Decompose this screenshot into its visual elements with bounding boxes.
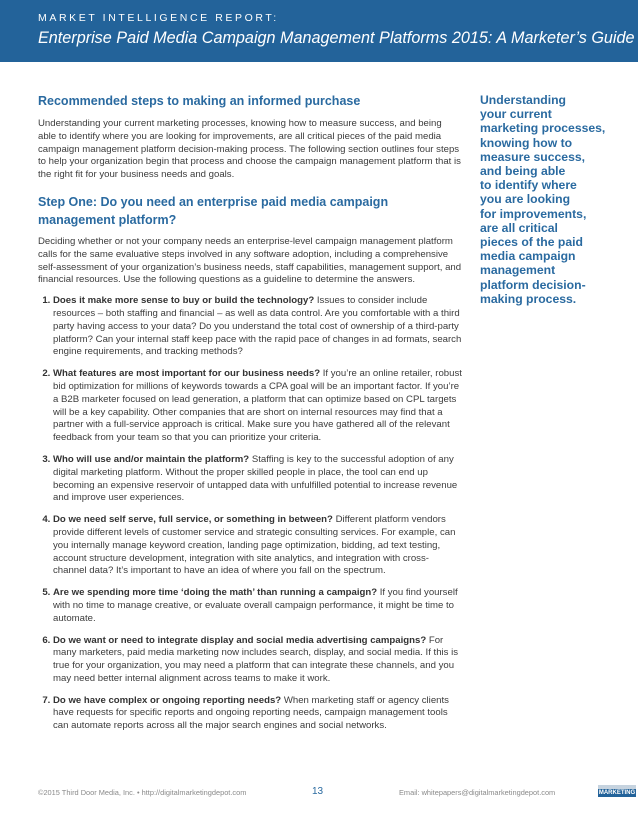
question-text: Who will use and/or maintain the platform? — [53, 453, 250, 465]
report-kicker: MARKET INTELLIGENCE REPORT: — [38, 12, 279, 24]
question-item — [53, 695, 462, 733]
section-title: Recommended steps to making an informed purchase — [38, 94, 361, 108]
report-header — [0, 0, 638, 62]
question-text: What features are most important for our business needs? — [53, 368, 321, 380]
logo-wordmark: MARKETING — [598, 790, 636, 796]
pull-quote-line: media campaign — [480, 249, 576, 264]
pull-quote-line: Understanding — [480, 93, 566, 107]
pull-quote-line: platform decision- — [480, 277, 586, 292]
pull-quote-line: are all critical — [480, 220, 558, 235]
question-item — [53, 587, 462, 625]
question-item — [53, 454, 462, 505]
question-answer: When marketing staff or agency clients have requests for specific reports and ongoing reporting needs, campaign management tools can automate reports across all the major search engines and social networks. — [53, 694, 449, 732]
digital-marketing-logo — [598, 785, 636, 797]
question-text: Do we want or need to integrate display and social media advertising campaigns? — [53, 634, 427, 646]
question-answer: If you’re an online retailer, robust bid optimization for millions of keywords towards a CPA goal will be an important factor. If you’re a B2B marketer focused on lead generation, a platform that can optimize based on CPL targets will be a key capability. Other companies that are short on internal resources may find that a partner with a full-service approach is critical. Make sure you have gathered all of the relevant feedback from your team so that you can prioritize your criteria. — [53, 368, 462, 444]
question-answer: Different platform vendors provide different levels of customer service and strategic consulting services. For example, can you internally manage keyword creation, landing page optimization, bidding, ad text testing, account structure development, integration with site analytics, and integration with cross-channel data? It’s important to have an idea of where you fall on the spectrum. — [53, 514, 456, 577]
question-item — [53, 514, 462, 578]
pull-quote-line: making process. — [480, 291, 577, 306]
pull-quote-line: to identify where — [480, 178, 577, 193]
question-item — [53, 368, 462, 445]
pull-quote-line: management — [480, 263, 556, 278]
pull-quote-line: for improvements, — [480, 206, 587, 221]
question-text: Do we need self serve, full service, or something in between? — [53, 514, 333, 526]
question-text: Do we have complex or ongoing reporting needs? — [53, 694, 282, 706]
report-title: Enterprise Paid Media Campaign Management Platforms 2015: A Marketer’s Guide — [38, 29, 635, 47]
question-answer: If you find yourself with no time to manage creative, or evaluate overall campaign performance, it might be time to automate. — [53, 587, 458, 624]
question-text: Are we spending more time ‘doing the math’ than running a campaign? — [53, 587, 378, 599]
step-one-paragraph: Deciding whether or not your company needs an enterprise-level campaign management platform calls for the same evaluative steps involved in any software adoption, including a comprehensive self-assessment of your organization’s business needs, staff capabilities, management support, and financial resources. Use the following questions as a guideline to determine the answers. — [38, 235, 462, 286]
pull-quote-line: measure success, — [480, 149, 586, 164]
question-text: Does it make more sense to buy or build the technology? — [53, 295, 315, 307]
pull-quote — [480, 93, 630, 306]
question-list — [38, 295, 462, 733]
question-item — [53, 635, 462, 686]
pull-quote-line: and being able — [480, 164, 566, 179]
question-answer: For many marketers, paid media marketing now includes search, display, and social media. If this is true for your organization, you may need a platform that can integrate these channels, and you may need better internal alignment across teams to make it work. — [53, 634, 459, 684]
page-number: 13 — [312, 786, 324, 797]
pull-quote-line: knowing how to — [480, 135, 573, 150]
pull-quote-line: your current — [480, 107, 552, 122]
pull-quote-line: marketing processes, — [480, 121, 606, 136]
intro-paragraph: Understanding your current marketing processes, knowing how to measure success, and being able to identify where you are looking for improvements, are all critical pieces of the paid media campaign management platform decision-making process. The following section outlines four steps to help your organization begin that process and choose the campaign management platform that is the right fit for your business needs and goals. — [38, 118, 461, 181]
pull-quote-line: pieces of the paid — [480, 235, 583, 250]
footer-copyright: ©2015 Third Door Media, Inc. • http://digitalmarketingdepot.com — [38, 788, 247, 797]
question-item — [53, 295, 462, 359]
step-one-title: Step One: Do you need an enterprise paid media campaign management platform? — [38, 194, 389, 227]
question-answer: Staffing is key to the successful adoption of any digital marketing platform. Without the proper skilled people in place, the tool can end up becoming an expensive reservoir of untapped data with unfulfilled potential to increase revenue and improve user experiences. — [53, 453, 458, 504]
main-column — [38, 93, 462, 742]
footer-email: Email: whitepapers@digitalmarketingdepot.com — [399, 788, 556, 797]
pull-quote-line: you are looking — [480, 192, 571, 207]
page-footer — [38, 786, 636, 802]
question-answer: Issues to consider include resources – both staffing and financial – as well as data control. Are you comfortable with a third party having access to your data? Do you understand the total cost of ownership of a third-party platform? Can your internal staff keep pace with the rapid pace of changes in ad formats, search engine requirements, and tracking methods? — [53, 295, 462, 358]
